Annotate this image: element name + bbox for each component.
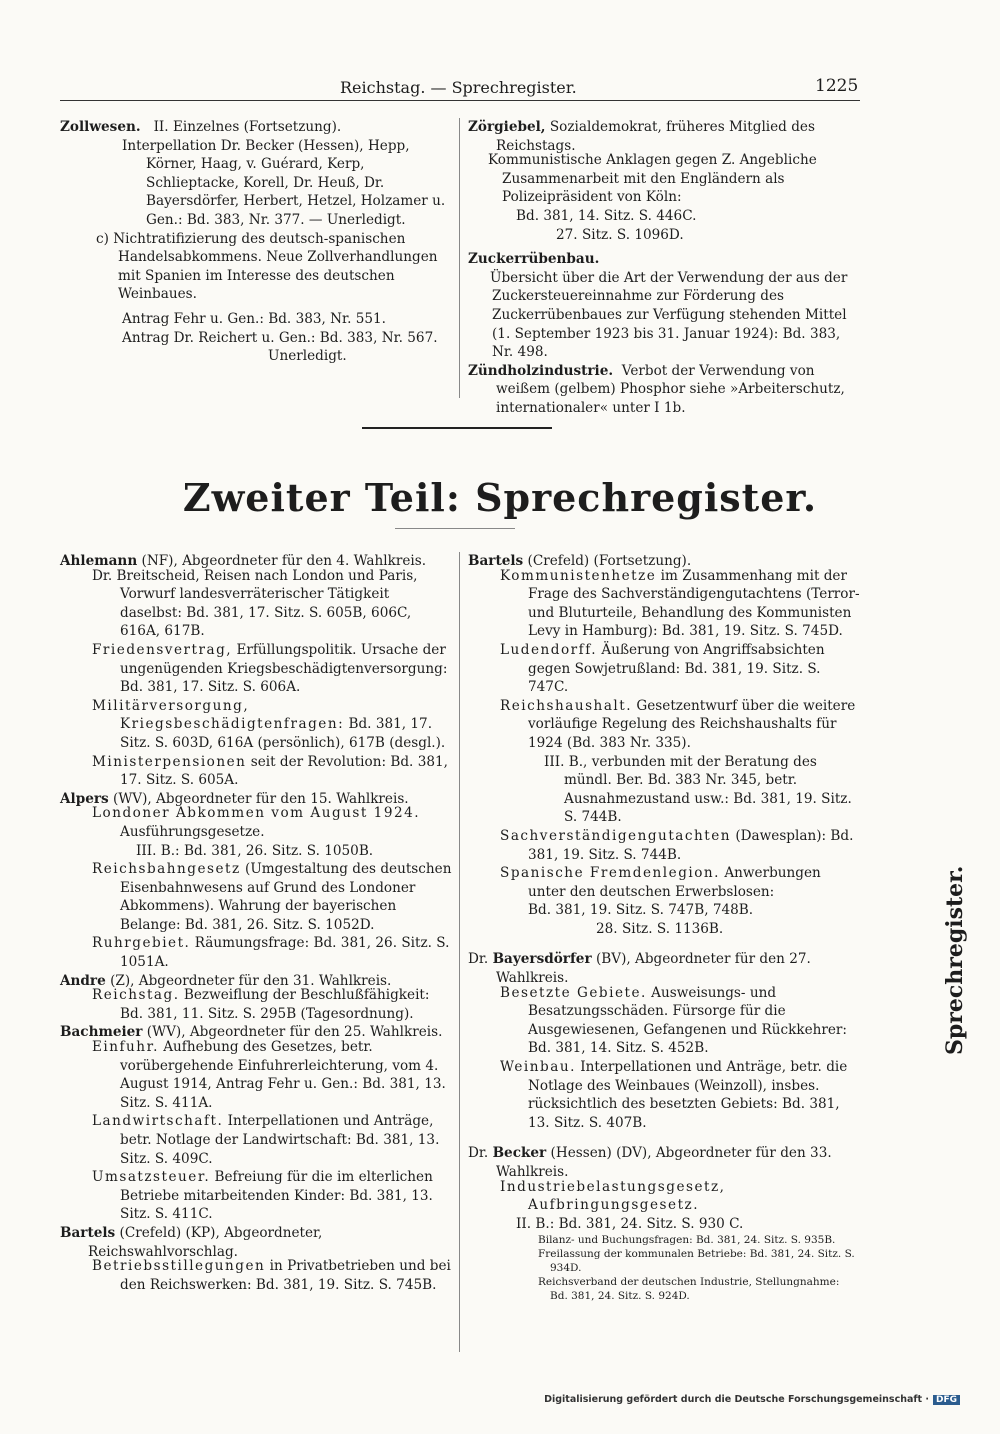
part-title: Zweiter Teil: Sprechregister. [182,475,818,520]
zoergiebel-ref-1: Bd. 381, 14. Sitz. S. 446C. [516,207,697,224]
bartels-item-5: (Dawesplan): Bd. 381, 19. Sitz. S. 744B. [528,827,854,863]
section-divider [362,427,552,429]
speaker-bachmeier: Bachmeier [60,1024,143,1041]
speaker-becker-title: Dr. [468,1145,489,1162]
section-heading: II. Einzelnes (Fortsetzung). [153,119,342,135]
speaker-alpers-desc: (WV), Abgeordneter für den 15. Wahlkreis. [113,790,409,807]
entry-desc-zoergiebel: Sozialdemokrat, früheres Mitglied des Reichstags. [496,119,815,154]
subsection-c [60,230,452,304]
zuckerruebenbau-text: Übersicht über die Art der Verwendung der aus der Zuckersteuereinnahme zur Förderung des Zuckerrübenbaues zur Verfügung stehenden Mittel (1. September 1923 bis 31. Januar 1924): Bd. 383, Nr. 498. [490,269,848,361]
alpers-item-2-key: Reichsbahngesetz [92,861,241,878]
column-divider-top [459,118,460,398]
speaker-bayersdoerfer: Bayersdörfer [492,951,592,968]
subsection-c-mark: c) [96,230,109,247]
entry-head-zollwesen: Zollwesen. [60,119,141,135]
running-title: Reichstag. — Sprechregister. [340,78,577,97]
footer-text: Digitalisierung gefördert durch die Deutsche Forschungsgemeinschaft · [544,1394,929,1405]
speaker-alpers: Alpers [60,790,109,807]
top-left-column [60,118,452,366]
bartels-item-4-ref: III. B., verbunden mit der Beratung des mündl. Ber. Bd. 383 Nr. 345, betr. Ausnahmezustand usw.: Bd. 381, 19. Sitz. S. 744B. [544,753,852,826]
margin-tab-label: Sprechregister. [942,865,968,1055]
bartels-item-2-key: Kommunistenhetze [500,567,657,584]
entry-name-zuckerruebenbau: Zuckerrübenbau. [468,251,600,268]
zoergiebel-ref-2: 27. Sitz. S. 1096D. [556,226,684,243]
column-divider-bottom [459,552,460,1352]
bayersdoerfer-item-1: Ausweisungs- und Besatzungsschäden. Fürsorge für die Ausgewiesenen, Gefangenen und Rückkehrer: Bd. 381, 14. Sitz. S. 452B. [528,984,847,1057]
speaker-becker-desc: (Hessen) (DV), Abgeordneter für den 33. Wahlkreis. [496,1145,832,1180]
bartels-item-3-key: Ludendorff. [500,641,598,658]
bartels-item-6-ref-2: 28. Sitz. S. 1136B. [596,920,724,937]
bartels-item-1-key: Betriebsstillegungen [92,1258,266,1275]
bartels-item-6: Anwerbungen unter den deutschen Erwerbslosen: [528,865,821,900]
speaker-bayersdoerfer-desc: (BV), Abgeordneter für den 27. Wahlkreis. [496,951,811,987]
lower-left-column [60,552,452,1294]
becker-sub-2: Freilassung der kommunalen Betriebe: Bd. 381, 24. Sitz. S. 934D. [538,1248,855,1275]
bartels-item-2: im Zusammenhang mit der Frage des Sachverständigengutachtens (Terror- und Bluturteile, Behandlung des Kommunisten Levy in Hamburg): Bd. 381, 19. Sitz. S. 745D. [528,567,860,640]
alpers-item-3: Räumungsfrage: Bd. 381, 26. Sitz. S. 1051A. [120,935,450,971]
ahlemann-item-3-key: Militärversorgung, Kriegsbeschädigtenfragen: [92,697,345,733]
margin-tab [935,865,969,1060]
bartels-item-3: Äußerung von Angriffsabsichten gegen Sowjetrußland: Bd. 381, 19. Sitz. S. 747C. [528,641,825,696]
andre-item-1-key: Reichstag. [92,987,180,1004]
header-rule [60,100,860,101]
ahlemann-item-2-key: Friedensvertrag, [92,641,233,658]
bachmeier-item-2: Interpellationen und Anträge, betr. Notlage der Landwirtschaft: Bd. 381, 13. Sitz. S. 409C. [120,1113,440,1167]
page-header [0,76,1000,100]
ahlemann-item-1: Dr. Breitscheid, Reisen nach London und Paris, Vorwurf landesverräterischer Tätigkeit daselbst: Bd. 381, 17. Sitz. S. 605B, 606C, 616A, 617B. [92,567,418,640]
bartels-item-6-key: Spanische Fremdenlegion. [500,865,721,882]
speaker-becker: Becker [492,1145,547,1162]
becker-item-1-ref: II. B.: Bd. 381, 24. Sitz. S. 930 C. [516,1215,744,1232]
bachmeier-item-3: Befreiung für die im elterlichen Betriebe mitarbeitenden Kinder: Bd. 381, 13. Sitz. S. 411C. [120,1169,433,1223]
speaker-ahlemann-desc: (NF), Abgeordneter für den 4. Wahlkreis. [141,553,427,569]
alpers-item-1-ref: III. B.: Bd. 381, 26. Sitz. S. 1050B. [136,842,374,859]
speaker-bartels: Bartels [60,1224,116,1241]
speaker-bartels-desc: (Crefeld) (KP), Abgeordneter, Reichswahlvorschlag. [88,1224,323,1260]
alpers-item-1: Ausführungsgesetze. [120,823,265,840]
bachmeier-item-2-key: Landwirtschaft. [92,1113,224,1130]
speaker-andre-desc: (Z), Abgeordneter für den 31. Wahlkreis. [110,972,392,989]
bayersdoerfer-item-2-key: Weinbau. [500,1059,576,1076]
antrag-fehr: Antrag Fehr u. Gen.: Bd. 383, Nr. 551. [122,310,386,327]
title-underline [395,528,515,529]
andre-item-1: Bezweiflung der Beschlußfähigkeit: Bd. 381, 11. Sitz. S. 295B (Tagesordnung). [120,987,430,1022]
zuendholz-text: Verbot der Verwendung von weißem (gelbem) Phosphor siehe »Arbeiterschutz, internationaler« unter I 1b. [496,362,845,416]
alpers-item-3-key: Ruhrgebiet. [92,935,191,952]
bachmeier-item-1: Aufhebung des Gesetzes, betr. vorübergehende Einfuhrerleichterung, vom 4. August 1914, Antrag Fehr u. Gen.: Bd. 381, 13. Sitz. S. 411A. [120,1039,446,1111]
speaker-ahlemann: Ahlemann [60,553,138,569]
page-number: 1225 [815,76,859,96]
unerledigt-text: Unerledigt. [268,348,347,365]
alpers-item-2: (Umgestaltung des deutschen Eisenbahnwesens auf Grund des Londoner Abkommens). Wahrung der bayerischen Belange: Bd. 381, 26. Sitz. S. 1052D. [120,861,452,933]
becker-item-1-key: Industriebelastungsgesetz, Aufbringungsgesetz. [500,1178,726,1214]
speaker-bachmeier-desc: (WV), Abgeordneter für den 25. Wahlkreis. [146,1024,443,1041]
ahlemann-item-4-key: Ministerpensionen [92,753,247,770]
entry-name-zuendholz: Zündholzindustrie. [468,362,614,379]
zoergiebel-text: Kommunistische Anklagen gegen Z. Angebliche Zusammenarbeit mit den Engländern als Polizeipräsident von Köln: [488,152,817,206]
top-right-column [468,118,860,418]
subsection-c-text: Nichtratifizierung des deutsch-spanischen Handelsabkommens. Neue Zollverhandlungen mit Spanien im Interesse des deutschen Weinbaues. [113,230,438,303]
alpers-item-1-key: Londoner Abkommen vom August 1924. [92,805,421,822]
bartels-item-4: Gesetzentwurf über die weitere vorläufige Regelung des Reichshaushalts für 1924 (Bd. 383 Nr. 335). [528,697,856,751]
ahlemann-item-3: Bd. 381, 17. Sitz. S. 603D, 616A (persönlich), 617B (desgl.). [120,716,446,751]
bachmeier-item-3-key: Umsatzsteuer. [92,1169,211,1186]
bartels-item-1: in Privatbetrieben und bei den Reichswerken: Bd. 381, 19. Sitz. S. 745B. [120,1258,451,1293]
bartels-item-6-ref-1: Bd. 381, 19. Sitz. S. 747B, 748B. [528,902,754,919]
entry-name-zoergiebel: Zörgiebel, [468,119,546,135]
speaker-bayersdoerfer-title: Dr. [468,951,489,968]
bartels-item-4-key: Reichshaushalt. [500,697,633,714]
lower-right-column [468,552,860,1303]
interpellation-text: Interpellation Dr. Becker (Hessen), Hepp, Körner, Haag, v. Guérard, Kerp, Schlieptacke, Korell, Dr. Heuß, Dr. Bayersdörfer, Herbert, Hetzel, Holzamer u. Gen.: Bd. 383, Nr. 377. — Unerledigt. [122,137,446,228]
bayersdoerfer-item-2: Interpellationen und Anträge, betr. die Notlage des Weinbaues (Weinzoll), insbes. rücksichtlich des besetzten Gebiets: Bd. 381, 13. Sitz. S. 407B. [528,1059,848,1131]
becker-sub-3: Reichsverband der deutschen Industrie, Stellungnahme: Bd. 381, 24. Sitz. S. 924D. [538,1276,840,1303]
ahlemann-item-2: Erfüllungspolitik. Ursache der ungenügenden Kriegsbeschädigtenversorgung: Bd. 381, 17. Sitz. S. 606A. [120,641,448,696]
bachmeier-item-1-key: Einfuhr. [92,1039,159,1056]
speaker-andre: Andre [60,972,106,989]
speaker-bartels-cont: Bartels [468,553,524,569]
bartels-item-5-key: Sachverständigengutachten [500,827,732,844]
footer-credit [544,1394,960,1405]
speaker-bartels-cont-desc: (Crefeld) (Fortsetzung). [527,553,692,569]
ahlemann-item-4: seit der Revolution: Bd. 381, 17. Sitz. S. 605A. [120,753,448,789]
dfg-logo: DFG [933,1395,960,1405]
antrag-reichert: Antrag Dr. Reichert u. Gen.: Bd. 383, Nr. 567. [122,329,438,346]
bayersdoerfer-item-1-key: Besetzte Gebiete. [500,984,647,1001]
becker-sub-1: Bilanz- und Buchungsfragen: Bd. 381, 24. Sitz. S. 935B. [538,1234,836,1247]
